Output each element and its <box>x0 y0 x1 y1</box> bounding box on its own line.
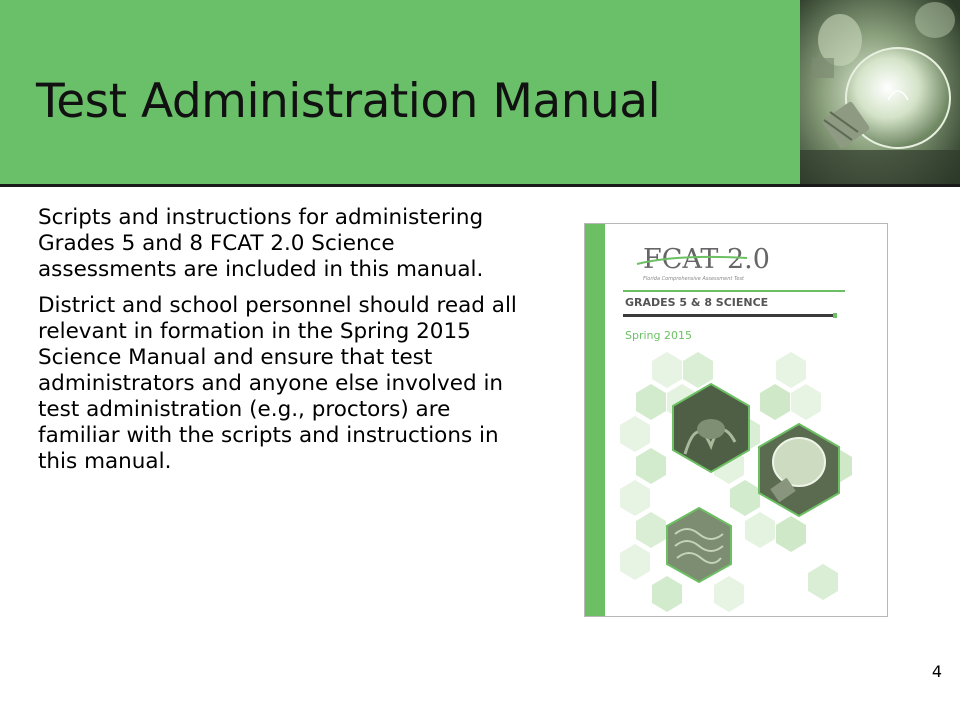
page-number: 4 <box>931 662 942 681</box>
cover-heading: GRADES 5 & 8 SCIENCE <box>625 296 769 309</box>
cover-sidebar-stripe <box>585 224 605 617</box>
cover-logo: FCAT 2.0 <box>643 244 770 275</box>
paragraph-personnel: District and school personnel should read all relevant in formation in the Spring 2015 Science Manual and ensure that test administrators and anyone else involved in test administration (e.g., proctors) are familiar with the scripts and instructions in this manual. <box>38 293 517 474</box>
paragraph-scripts: Scripts and instructions for administering Grades 5 and 8 FCAT 2.0 Science assessments are included in this manual. <box>38 205 484 282</box>
light-bulb-photo-icon <box>800 0 960 185</box>
banner-divider <box>0 184 960 187</box>
slide-body <box>38 205 538 485</box>
cover-tagline: Florida Comprehensive Assessment Test <box>643 276 745 282</box>
manual-cover-image <box>584 223 888 617</box>
slide-title: Test Administration Manual <box>36 74 661 129</box>
cover-edition: Spring 2015 <box>625 329 692 342</box>
